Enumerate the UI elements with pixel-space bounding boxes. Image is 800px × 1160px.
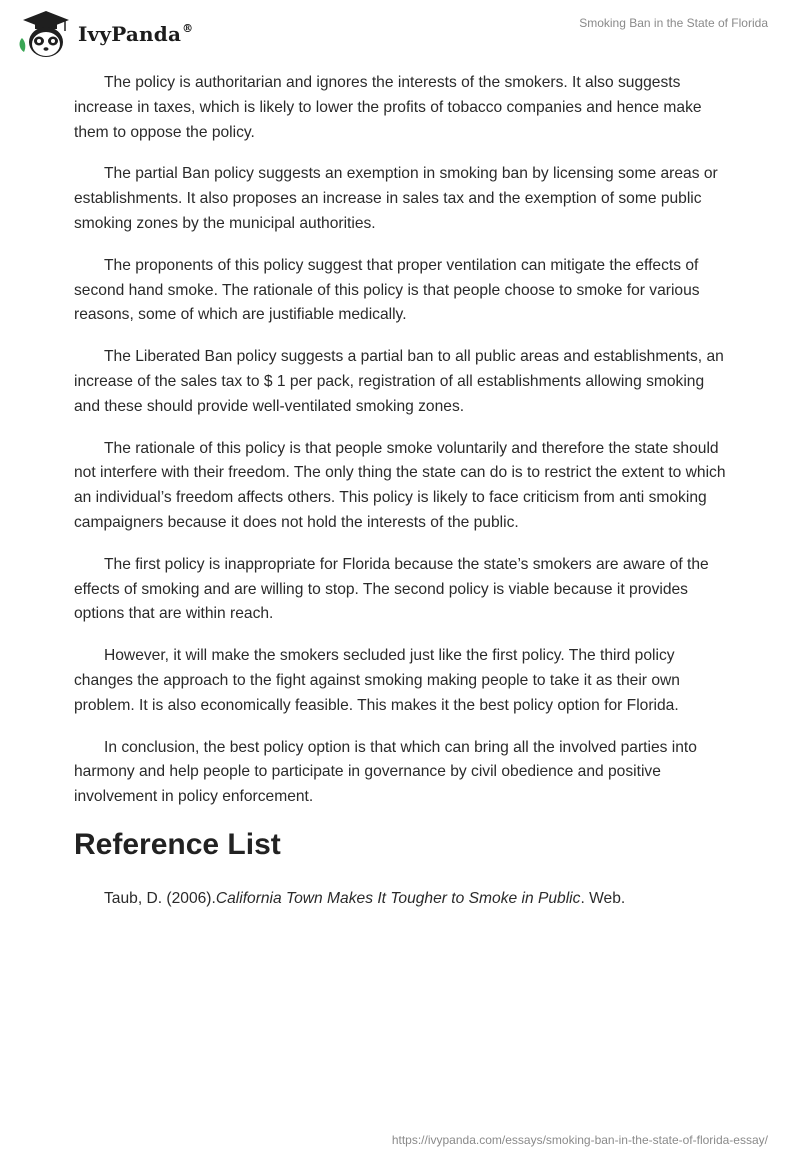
page-header <box>0 0 800 64</box>
reference-item <box>104 887 726 911</box>
body-paragraph: However, it will make the smokers secluded just like the first policy. The third policy changes the approach to the fight against smoking making people to take it as their own problem. It is also economically feasible. This makes it the best policy option for Florida. <box>74 647 680 714</box>
body-paragraph: The first policy is inappropriate for Florida because the state’s smokers are aware of the effects of smoking and are willing to stop. The second policy is viable because it provides options that are within reach. <box>74 555 709 623</box>
document-title: Smoking Ban in the State of Florida <box>579 16 768 30</box>
body-paragraph: The Liberated Ban policy suggests a partial ban to all public areas and establishments, an increase of the sales tax to $ 1 per pack, registration of all establishments allowing smoking and these should provide well-ventilated smoking zones. <box>74 348 724 415</box>
body-paragraph: The partial Ban policy suggests an exemption in smoking ban by licensing some areas or establishments. It also proposes an increase in sales tax and the exemption of some public smoking zones by the municipal authorities. <box>74 165 718 232</box>
body-paragraph: In conclusion, the best policy option is that which can bring all the involved parties into harmony and help people to participate in governance by civil obedience and positive involvement in policy enforcement. <box>74 738 697 806</box>
brand-name: IvyPanda® <box>78 22 194 46</box>
body-paragraph: The policy is authoritarian and ignores the interests of the smokers. It also suggests increase in taxes, which is likely to lower the profits of tobacco companies and hence make them to oppose the policy. <box>74 74 702 141</box>
body-paragraph: The proponents of this policy suggest that proper ventilation can mitigate the effects of second hand smoke. The rationale of this policy is that people choose to smoke for various reasons, some of which are justifiable medically. <box>74 256 700 324</box>
panda-graduate-icon <box>16 8 76 60</box>
ivypanda-logo[interactable] <box>16 8 193 60</box>
essay-content <box>74 71 726 911</box>
source-url[interactable]: https://ivypanda.com/essays/smoking-ban-in-the-state-of-florida-essay/ <box>391 1133 768 1147</box>
reference-suffix: . Web. <box>580 889 626 907</box>
reference-list-heading: Reference List <box>74 827 281 861</box>
reference-title: California Town Makes It Tougher to Smoke in Public <box>215 889 581 907</box>
reference-author-year: Taub, D. (2006). <box>104 889 216 907</box>
body-paragraph: The rationale of this policy is that people smoke voluntarily and therefore the state should not interfere with their freedom. The only thing the state can do is to restrict the extent to which an individual’s freedom affects others. This policy is likely to face criticism from anti smoking campaigners because it does not hold the interests of the public. <box>74 439 726 531</box>
